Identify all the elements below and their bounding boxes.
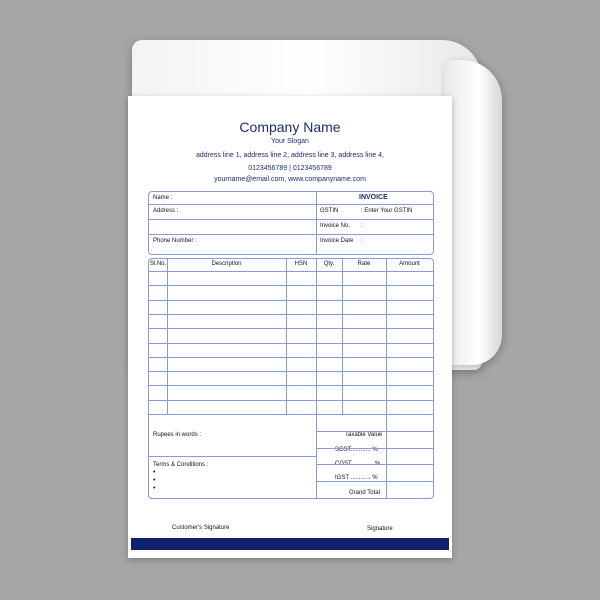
rupees-in-words-label: Rupees in words : <box>153 432 202 438</box>
table-row-line <box>149 371 433 372</box>
totals-divider <box>386 414 387 498</box>
totals-row-line <box>316 448 433 449</box>
table-row-line <box>149 300 433 301</box>
terms-bullet: • <box>153 485 156 492</box>
sgst-label: SGST............ % <box>335 447 378 453</box>
table-row-line <box>149 343 433 344</box>
company-slogan: Your Slogan <box>271 138 309 145</box>
taxable-value-label: Taxable Value <box>345 432 383 438</box>
column-header-amount: Amount <box>399 261 420 267</box>
table-column-line <box>286 259 287 414</box>
table-row-line <box>149 314 433 315</box>
footer-color-band <box>131 538 449 550</box>
table-header-line <box>149 271 433 272</box>
terms-bullet: • <box>153 469 156 476</box>
table-row-line <box>149 285 433 286</box>
name-label: Name : <box>153 195 173 201</box>
totals-row-line <box>316 481 433 482</box>
details-row-line <box>149 234 433 235</box>
table-row-line <box>149 400 433 401</box>
terms-label: Terms & Conditions : <box>153 462 209 468</box>
pad-curled-edge <box>444 60 502 365</box>
address-label: Address : <box>153 208 179 214</box>
table-column-line <box>386 259 387 414</box>
seller-signature-label: Signature <box>367 526 393 532</box>
details-row-line <box>149 219 433 220</box>
table-row-line <box>149 357 433 358</box>
company-contact: yourname@email.com, www.companyname.com <box>214 176 366 183</box>
phone-label: Phone Number : <box>153 238 197 244</box>
totals-row-line <box>316 464 433 465</box>
items-table <box>148 258 434 499</box>
table-row-line <box>149 385 433 386</box>
table-row-line <box>149 414 433 415</box>
gstin-label: GSTIN <box>320 208 339 214</box>
table-column-line <box>167 259 168 414</box>
column-header-hsn: HSN <box>294 261 308 267</box>
table-column-line <box>342 259 343 414</box>
column-header-rate: Rate <box>357 261 371 267</box>
invoice-date-separator: : <box>361 238 363 244</box>
invoice-no-separator: : <box>361 223 363 229</box>
invoice-sheet <box>128 96 452 558</box>
column-header-qty: Qty. <box>323 261 335 267</box>
invoice-date-label: Invoice Date <box>320 238 354 244</box>
details-box <box>148 191 434 255</box>
terms-bullet: • <box>153 477 156 484</box>
column-header-description: Description <box>211 261 242 267</box>
totals-divider <box>316 414 317 498</box>
cgst-label: CGST ............ % <box>335 461 381 467</box>
column-header-slno: Sl.No. <box>149 261 167 267</box>
rupees-divider <box>149 456 316 457</box>
details-row-line <box>149 204 433 205</box>
customer-signature-label: Customer's Signature <box>172 525 230 531</box>
invoice-title: INVOICE <box>359 194 388 201</box>
igst-label: IGST ............ % <box>335 475 378 481</box>
table-row-line <box>149 328 433 329</box>
details-divider <box>316 192 317 255</box>
company-phones: 0123456789 | 0123456789 <box>248 165 332 172</box>
grand-total-label: Grand Total <box>349 490 380 496</box>
company-name: Company Name <box>239 119 341 135</box>
invoice-no-label: Invoice No. <box>320 223 351 229</box>
table-column-line <box>316 259 317 414</box>
totals-row-line <box>316 431 433 432</box>
gstin-value: : Enter Your GSTIN <box>361 208 413 214</box>
company-address: address line 1, address line 2, address line 3, address line 4, <box>196 152 384 159</box>
